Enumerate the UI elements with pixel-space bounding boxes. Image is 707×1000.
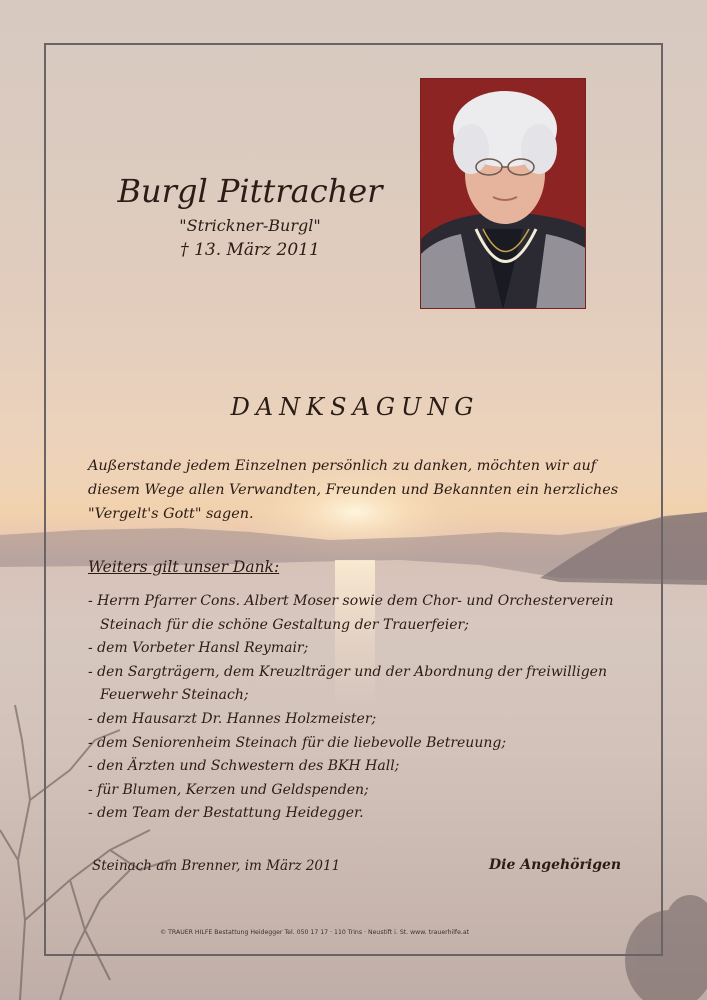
portrait-photo [420, 78, 586, 309]
thanks-line: - Herrn Pfarrer Cons. Albert Moser sowie dem Chor- und Orchesterverein [88, 593, 614, 609]
thanks-line: - dem Seniorenheim Steinach für die liebevolle Betreuung; [88, 734, 507, 751]
footer-imprint: © TRAUER HILFE Bestattung Heidegger Tel. 050 17 17 · 110 Trins · Neustift i. St. www. trauerhilfe.at [160, 929, 470, 936]
thanks-line: Feuerwehr Steinach; [100, 687, 249, 704]
nickname: "Strickner-Burgl" [179, 216, 321, 235]
signature-family: Die Angehörigen [489, 857, 622, 873]
deceased-name: Burgl Pittracher [117, 172, 383, 210]
intro-paragraph [88, 454, 636, 526]
heading-danksagung: DANKSAGUNG [230, 393, 480, 421]
death-date: † 13. März 2011 [180, 240, 320, 260]
portrait-illustration [421, 79, 586, 309]
thanks-subheading: Weiters gilt unser Dank: [88, 558, 280, 576]
thanks-line: Steinach für die schöne Gestaltung der Trauerfeier; [100, 616, 469, 633]
thanks-line: - den Sargträgern, dem Kreuzlträger und der Abordnung der freiwilligen [88, 663, 607, 680]
thanks-line: - dem Team der Bestattung Heidegger. [88, 805, 364, 822]
place-and-date: Steinach am Brenner, im März 2011 [92, 858, 341, 874]
intro-line: Außerstande jedem Einzelnen persönlich zu danken, möchten wir auf [88, 458, 597, 474]
thanks-list [88, 590, 648, 826]
thanks-line: - den Ärzten und Schwestern des BKH Hall; [88, 758, 400, 775]
intro-line: diesem Wege allen Verwandten, Freunden und Bekannten ein herzliches [88, 482, 619, 498]
thanks-line: - dem Vorbeter Hansl Reymair; [88, 640, 309, 657]
intro-line: "Vergelt's Gott" sagen. [88, 506, 254, 522]
thanks-line: - für Blumen, Kerzen und Geldspenden; [88, 781, 369, 798]
thanks-line: - dem Hausarzt Dr. Hannes Holzmeister; [88, 710, 377, 727]
